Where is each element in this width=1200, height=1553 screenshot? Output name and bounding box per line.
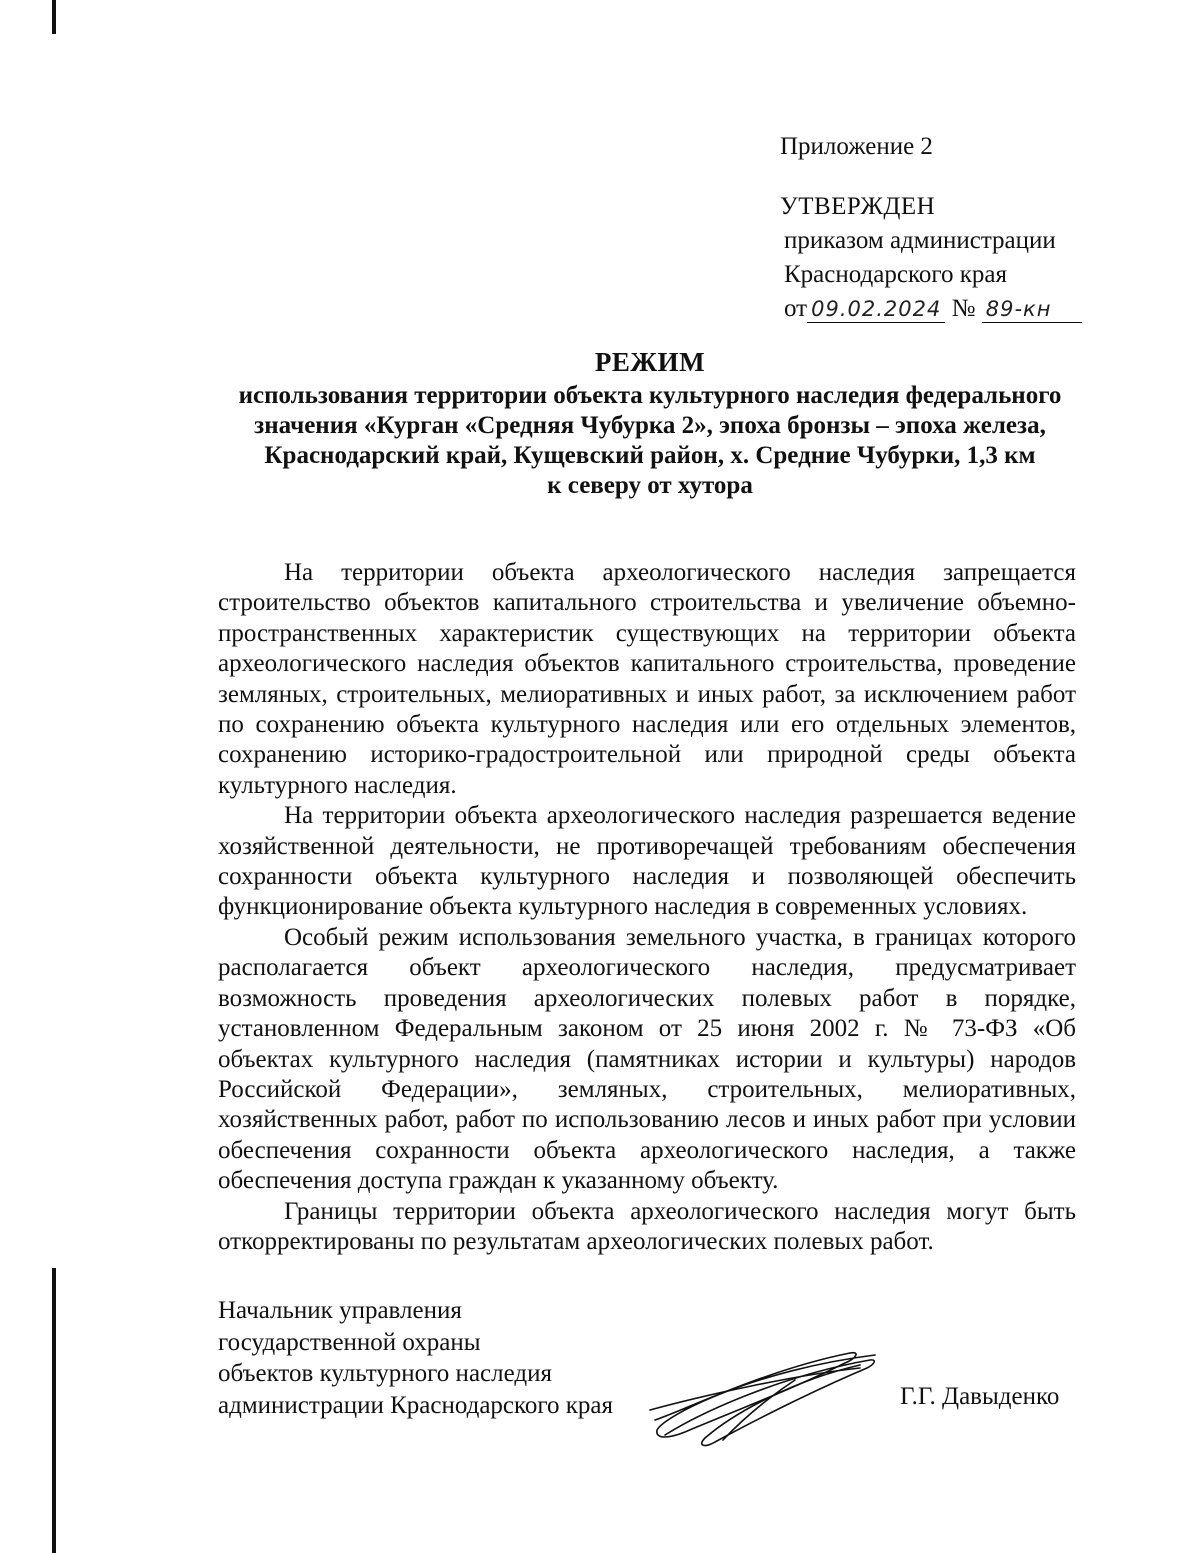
number-sign: № bbox=[951, 295, 976, 322]
date-prefix: от bbox=[784, 295, 808, 322]
body-paragraph: Границы территории объекта археологического наследия могут быть откорректированы по результатам археологических полевых работ. bbox=[218, 1197, 1076, 1255]
position-line: объектов культурного наследия bbox=[218, 1360, 552, 1387]
body-paragraph: На территории объекта археологического наследия разрешается ведение хозяйственной деятельности, не противоречащей требованиям обеспечения сохранности объекта культурного наследия и позволяющей обеспечить функционирование объекта культурного наследия в современных условиях. bbox=[218, 802, 1076, 921]
appendix-label: Приложение 2 bbox=[780, 133, 933, 160]
position-line: администрации Краснодарского края bbox=[218, 1391, 614, 1419]
scan-edge-line-top bbox=[52, 0, 56, 34]
title-main: РЕЖИМ bbox=[594, 347, 706, 377]
body-paragraph: Особый режим использования земельного участка, в границах которого располагается объект археологического наследия, предусматривает возможность проведения археологических полевых работ в порядке, установленном Федеральным законом от 25 июня 2002 г. № 73-ФЗ «Об объектах культурного наследия (памятниках истории и культуры) народов Российской Федерации», земляных, строительных, мелиоративных, хозяйственных работ, работ по использованию лесов и иных работ при условии обеспечения сохранности объекта археологического наследия, а также обеспечения доступа граждан к указанному объекту. bbox=[218, 923, 1076, 1195]
document-title bbox=[150, 347, 1150, 501]
scan-edge-line-bottom bbox=[52, 1268, 56, 1553]
approval-order-line: приказом администрации bbox=[784, 227, 1056, 254]
title-line: Краснодарский край, Кущевский район, х. Средние Чубурки, 1,3 км bbox=[264, 442, 1036, 469]
approval-date-line bbox=[780, 292, 1120, 326]
title-line: значения «Курган «Средняя Чубурка 2», эпоха бронзы – эпоха железа, bbox=[254, 412, 1046, 439]
signatory-name: Г.Г. Давыденко bbox=[900, 1383, 1060, 1410]
approval-stamp-block bbox=[780, 130, 1120, 326]
title-line: использования территории объекта культурного наследия федерального bbox=[238, 382, 1062, 409]
approval-number: 89-кн bbox=[982, 296, 1082, 323]
approved-heading: УТВЕРЖДЕН bbox=[780, 193, 936, 220]
position-line: Начальник управления bbox=[218, 1297, 462, 1324]
document-body bbox=[218, 558, 1076, 1257]
signatory-position bbox=[218, 1295, 648, 1421]
position-line: государственной охраны bbox=[218, 1328, 481, 1356]
body-paragraph: На территории объекта археологического наследия запрещается строительство объектов капитального строительства и увеличение объемно-пространственных характеристик существующих на территории объекта археологического наследия объектов капитального строительства, проведение земляных, строительных, мелиоративных и иных работ, за исключением работ по сохранению объекта культурного наследия или его отдельных элементов, сохранению историко-градостроительной или природной среды объекта культурного наследия. bbox=[218, 559, 1076, 799]
title-line: к северу от хутора bbox=[547, 472, 753, 499]
approval-region-line: Краснодарского края bbox=[784, 261, 1007, 288]
approval-date: 09.02.2024 bbox=[807, 296, 945, 323]
handwritten-signature bbox=[645, 1350, 885, 1450]
